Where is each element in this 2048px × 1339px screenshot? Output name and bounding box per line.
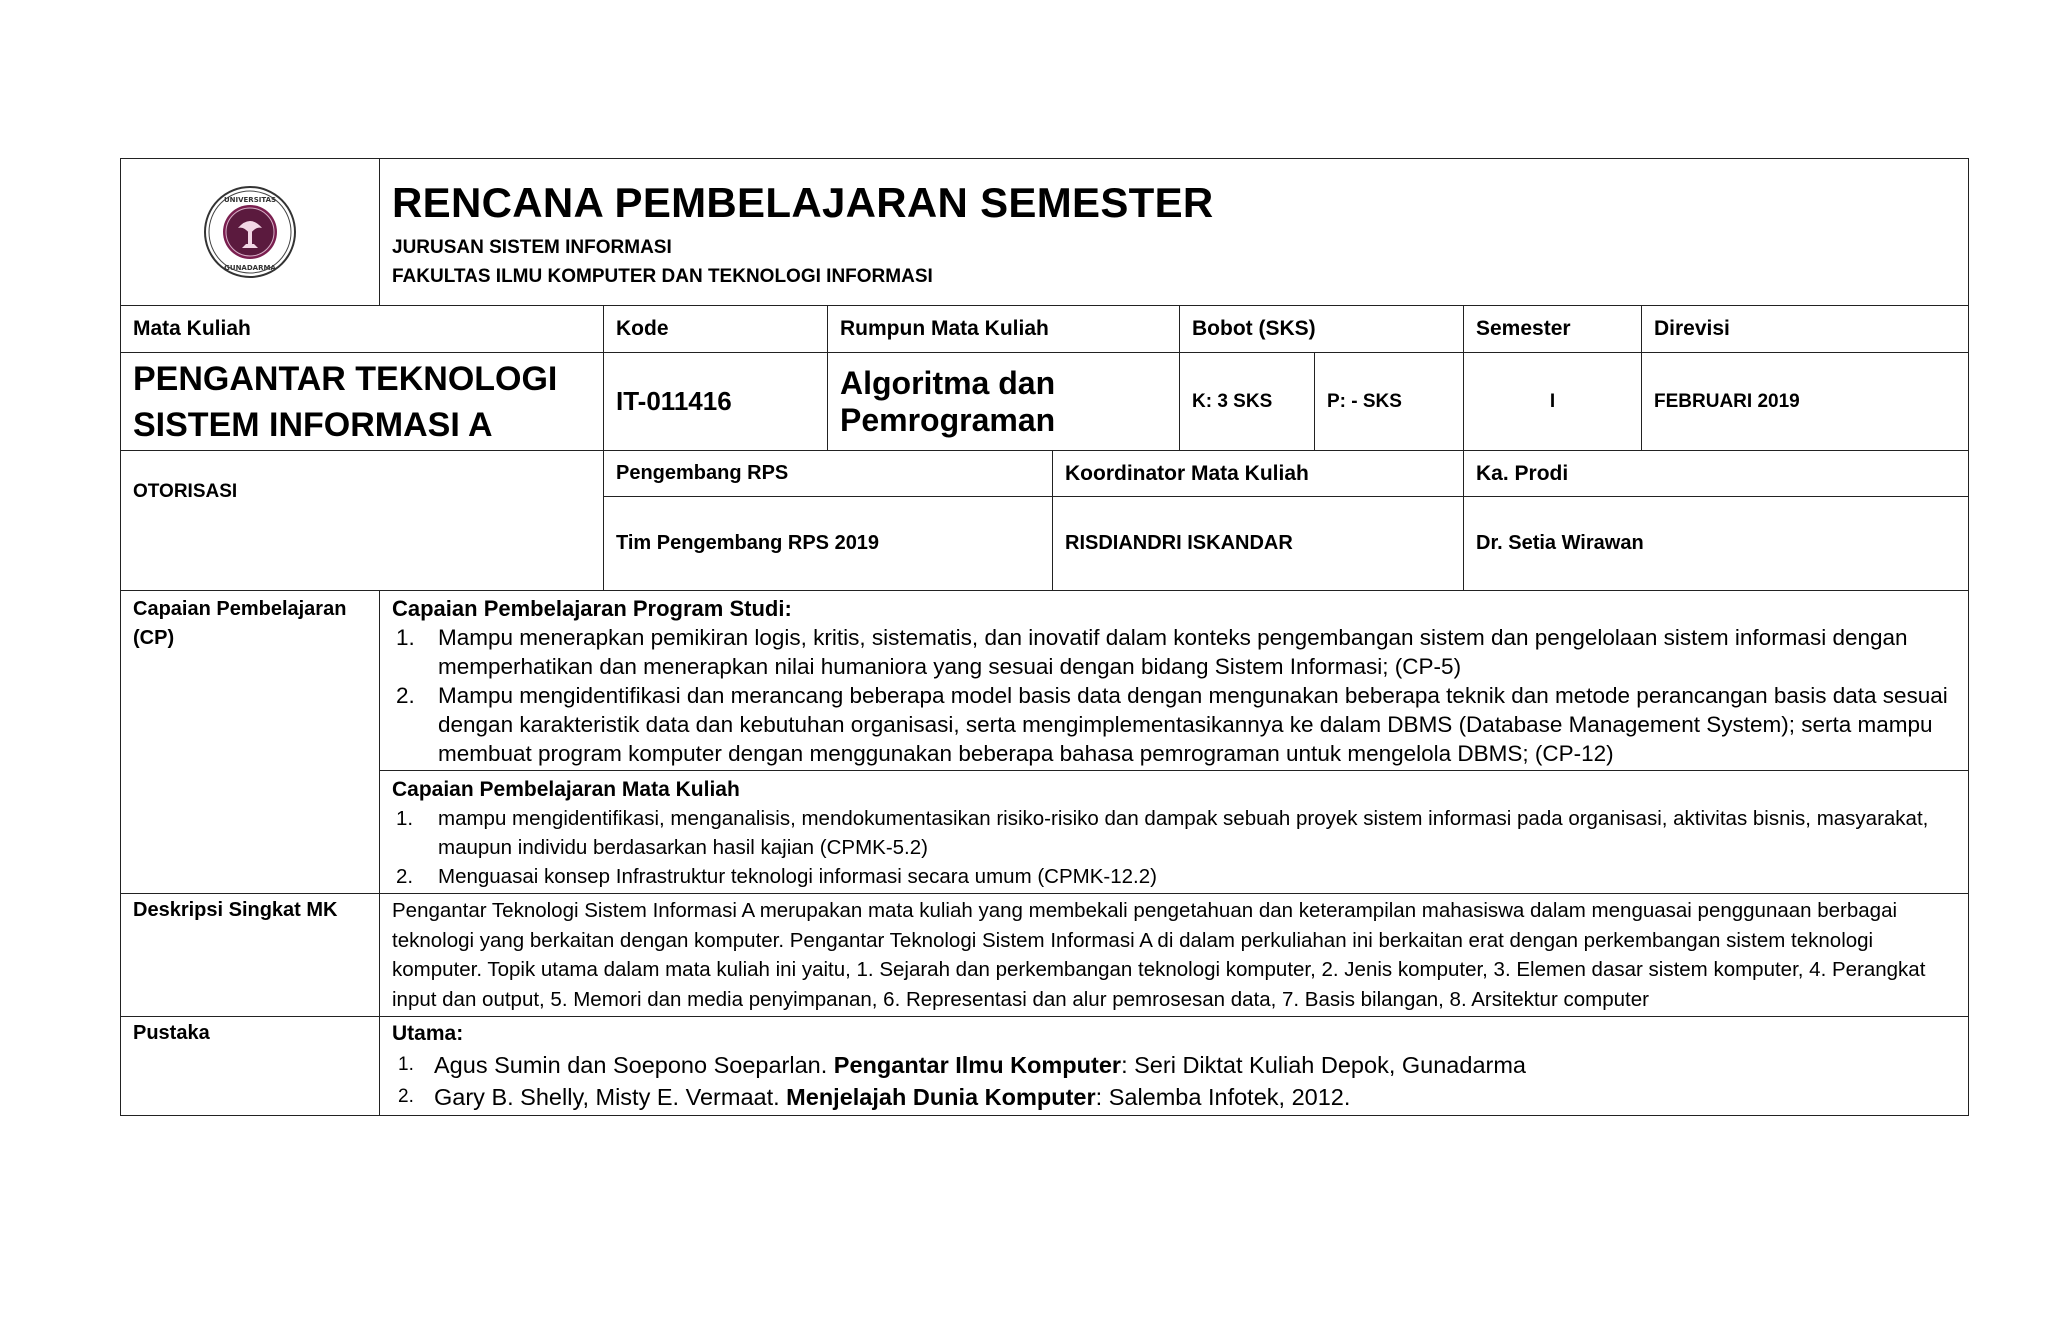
list-item bbox=[392, 804, 1956, 862]
list-number: 1. bbox=[398, 1054, 414, 1075]
pustaka-label: Pustaka bbox=[121, 1017, 380, 1116]
col-mata-kuliah: Mata Kuliah bbox=[121, 306, 604, 353]
kaprodi-label: Ka. Prodi bbox=[1464, 451, 1969, 497]
svg-text:UNIVERSITAS: UNIVERSITAS bbox=[223, 196, 277, 204]
list-number: 2. bbox=[396, 683, 415, 708]
reference-authors: Agus Sumin dan Soepono Soeparlan. bbox=[434, 1052, 834, 1078]
deskripsi-text: Pengantar Teknologi Sistem Informasi A merupakan mata kuliah yang membekali pengetahuan dan keterampilan mahasiswa dalam menguasai penggunaan berbagai teknologi yang berkaitan dengan komputer. Pengantar Teknologi Sistem Informasi A di dalam perkuliahan ini berkaitan erat dengan perkembangan sistem teknologi komputer. Topik utama dalam mata kuliah ini yaitu, 1. Sejarah dan perkembangan teknologi komputer, 2. Jenis komputer, 3. Elemen dasar sistem komputer, 4. Perangkat input dan output, 5. Memori dan media penyimpanan, 6. Representasi dan alur pemrosesan data, 7. Basis bilangan, 8. Arsitektur computer bbox=[380, 894, 1969, 1017]
col-kode: Kode bbox=[604, 306, 828, 353]
koordinator-value: RISDIANDRI ISKANDAR bbox=[1053, 497, 1464, 591]
semester-value: I bbox=[1464, 353, 1642, 451]
revised-date: FEBRUARI 2019 bbox=[1642, 353, 1969, 451]
reference-authors: Gary B. Shelly, Misty E. Vermaat. bbox=[434, 1084, 787, 1110]
deskripsi-label: Deskripsi Singkat MK bbox=[121, 894, 380, 1017]
course-code: IT-011416 bbox=[604, 353, 828, 451]
reference-publisher: : Salemba Infotek, 2012. bbox=[1095, 1084, 1351, 1110]
cp-label: Capaian Pembelajaran (CP) bbox=[121, 591, 380, 894]
koordinator-label: Koordinator Mata Kuliah bbox=[1053, 451, 1464, 497]
reference-title: Pengantar Ilmu Komputer bbox=[833, 1052, 1122, 1078]
cp-mk-list bbox=[392, 804, 1956, 891]
list-item bbox=[392, 1049, 1956, 1081]
otorisasi-label: OTORISASI bbox=[121, 451, 604, 591]
reference-publisher: : Seri Diktat Kuliah Depok, Gunadarma bbox=[1121, 1052, 1526, 1078]
col-semester: Semester bbox=[1464, 306, 1642, 353]
rps-document bbox=[120, 158, 1968, 1116]
list-item bbox=[392, 862, 1956, 891]
cp-mk-cell bbox=[380, 771, 1969, 894]
svg-text:GUNADARMA: GUNADARMA bbox=[224, 264, 276, 272]
cp-program-list bbox=[392, 623, 1956, 768]
pengembang-label: Pengembang RPS bbox=[604, 451, 1053, 497]
pustaka-cell bbox=[380, 1017, 1969, 1116]
document-title: RENCANA PEMBELAJARAN SEMESTER bbox=[392, 179, 1214, 226]
list-text: Menguasai konsep Infrastruktur teknologi informasi secara umum (CPMK-12.2) bbox=[438, 865, 1157, 888]
logo-cell bbox=[121, 159, 380, 306]
header-title-cell bbox=[380, 159, 1969, 306]
list-number: 1. bbox=[396, 625, 415, 650]
bobot-p: P: - SKS bbox=[1315, 353, 1464, 451]
col-bobot: Bobot (SKS) bbox=[1180, 306, 1464, 353]
list-text: mampu mengidentifikasi, menganalisis, mendokumentasikan risiko-risiko dan dampak sebuah proyek sistem informasi pada organisasi, aktivitas bisnis, masyarakat, maupun individu berdasarkan hasil kajian (CPMK-5.2) bbox=[438, 807, 1929, 859]
pustaka-list bbox=[392, 1049, 1956, 1113]
reference-title: Menjelajah Dunia Komputer bbox=[786, 1084, 1096, 1110]
pustaka-utama-label: Utama: bbox=[392, 1022, 464, 1045]
list-text: Mampu menerapkan pemikiran logis, kritis, sistematis, dan inovatif dalam konteks pengembangan sistem dan pengelolaan sistem informasi dengan memperhatikan dan menerapkan nilai humaniora yang sesuai dengan bidang Sistem Informasi; (CP-5) bbox=[438, 625, 1908, 679]
kaprodi-value: Dr. Setia Wirawan bbox=[1464, 497, 1969, 591]
list-item bbox=[392, 1081, 1956, 1113]
list-item bbox=[392, 681, 1956, 768]
list-number: 2. bbox=[396, 865, 414, 888]
list-text: Mampu mengidentifikasi dan merancang beberapa model basis data dengan mengunakan beberapa teknik dan metode perancangan basis data sesuai dengan karakteristik data dan kebutuhan organisasi, serta mengimplementasikannya ke dalam DBMS (Database Management System); serta mampu membuat program komputer dengan menggunakan beberapa bahasa pemrograman untuk mengelola DBMS; (CP-12) bbox=[438, 683, 1948, 766]
rps-table bbox=[120, 158, 1969, 1116]
col-direvisi: Direvisi bbox=[1642, 306, 1969, 353]
bobot-k: K: 3 SKS bbox=[1180, 353, 1315, 451]
course-rumpun: Algoritma dan Pemrograman bbox=[828, 353, 1180, 451]
list-number: 2. bbox=[398, 1086, 414, 1107]
list-item bbox=[392, 623, 1956, 681]
department-name: JURUSAN SISTEM INFORMASI bbox=[392, 237, 672, 258]
pengembang-value: Tim Pengembang RPS 2019 bbox=[604, 497, 1053, 591]
cp-mk-heading: Capaian Pembelajaran Mata Kuliah bbox=[392, 778, 740, 801]
faculty-name: FAKULTAS ILMU KOMPUTER DAN TEKNOLOGI INFORMASI bbox=[392, 266, 933, 287]
cp-program-heading: Capaian Pembelajaran Program Studi: bbox=[392, 596, 792, 621]
list-number: 1. bbox=[396, 807, 414, 830]
university-logo-icon bbox=[202, 184, 298, 280]
cp-program-cell bbox=[380, 591, 1969, 771]
course-name-line2: SISTEM INFORMASI A bbox=[133, 405, 493, 444]
col-rumpun: Rumpun Mata Kuliah bbox=[828, 306, 1180, 353]
course-name-line1: PENGANTAR TEKNOLOGI bbox=[133, 359, 558, 398]
course-name bbox=[121, 353, 604, 451]
